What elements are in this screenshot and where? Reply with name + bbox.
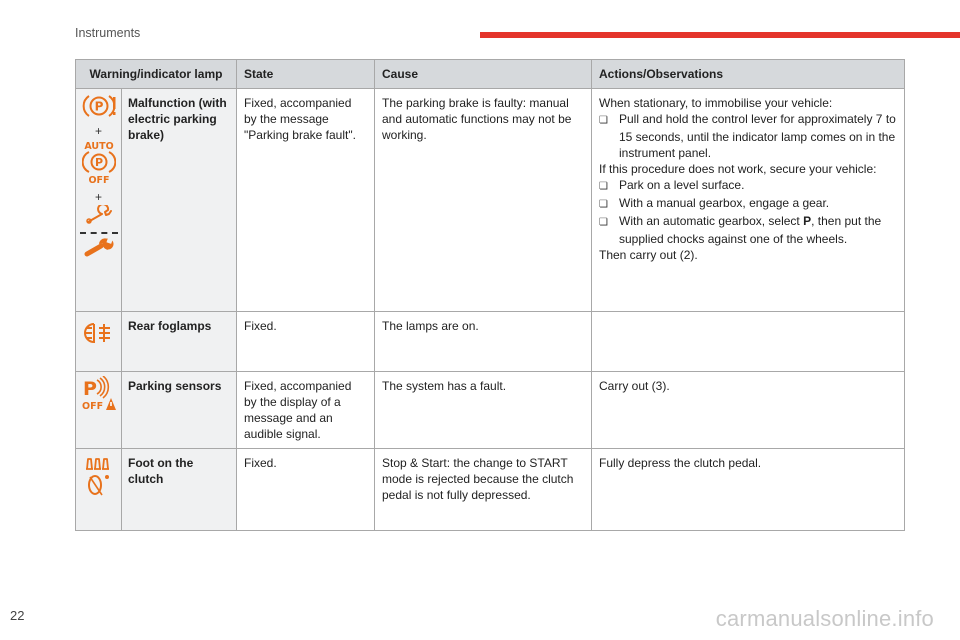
- lamp-state: Fixed.: [237, 449, 375, 531]
- svg-text:P: P: [94, 99, 103, 114]
- lamp-name: Foot on the clutch: [122, 449, 237, 531]
- lamp-state: Fixed, accompanied by the display of a message and an audible signal.: [237, 372, 375, 449]
- warning-lamp-table: [75, 59, 905, 531]
- svg-text:OFF: OFF: [87, 175, 110, 185]
- table-header-row: [76, 60, 905, 89]
- action-text: If this procedure does not work, secure your vehicle:: [599, 162, 877, 176]
- bullet-icon: ❏: [599, 181, 608, 192]
- action-text: When stationary, to immobilise your vehicle:: [599, 96, 833, 110]
- lamp-actions: [592, 89, 905, 312]
- lamp-cause: The parking brake is faulty: manual and automatic functions may not be working.: [375, 89, 592, 312]
- lamp-actions: [592, 312, 905, 372]
- lamp-cause: The system has a fault.: [375, 372, 592, 449]
- action-bullet: ❏ Pull and hold the control lever for approximately 7 to 15 seconds, until the indicator lamp comes on in the instrument panel.: [599, 112, 896, 160]
- column-header-state: State: [237, 60, 375, 89]
- table-row: [76, 89, 905, 312]
- lamp-name: Parking sensors: [122, 372, 237, 449]
- column-header-lamp: Warning/indicator lamp: [76, 60, 237, 89]
- section-title: Instruments: [75, 26, 141, 40]
- svg-text:AUTO: AUTO: [83, 141, 114, 152]
- bullet-icon: ❏: [599, 199, 608, 210]
- lamp-icon-cell: [76, 312, 122, 372]
- svg-text:OFF: OFF: [81, 401, 103, 412]
- icon-dashed-divider: [80, 232, 118, 234]
- icon-plus-separator: +: [94, 190, 102, 204]
- lamp-state: Fixed.: [237, 312, 375, 372]
- action-bullet: ❏ Park on a level surface.: [599, 177, 897, 195]
- parking-sensors-off-icon: [80, 376, 118, 416]
- action-bullet: ❏ With an automatic gearbox, select P, then put the supplied chocks against one of the wheels.: [599, 214, 882, 246]
- table-row: [76, 372, 905, 449]
- lamp-cause: Stop & Start: the change to START mode is rejected because the clutch pedal is not fully depressed.: [375, 449, 592, 531]
- parking-brake-warning-icon: [82, 93, 116, 123]
- lamp-icon-cell: [76, 449, 122, 531]
- watermark: carmanualsonline.info: [715, 606, 934, 631]
- table-row: [76, 449, 905, 531]
- action-bullet: ❏ With a manual gearbox, engage a gear.: [599, 195, 897, 213]
- action-text: Then carry out (2).: [599, 248, 698, 262]
- lamp-icon-cell: [76, 89, 122, 312]
- bullet-icon: ❏: [599, 217, 608, 228]
- icon-plus-separator: +: [94, 124, 102, 138]
- wrench-icon: [82, 205, 116, 229]
- page-number: 22: [10, 608, 25, 623]
- lamp-state: Fixed, accompanied by the message "Parking brake fault".: [237, 89, 375, 312]
- column-header-cause: Cause: [375, 60, 592, 89]
- lamp-actions: Fully depress the clutch pedal.: [592, 449, 905, 531]
- svg-text:P: P: [82, 378, 97, 400]
- lamp-icon-cell: [76, 372, 122, 449]
- rear-foglamp-icon: [82, 320, 116, 350]
- bullet-icon: ❏: [599, 115, 608, 126]
- lamp-cause: The lamps are on.: [375, 312, 592, 372]
- section-accent-bar: [480, 32, 960, 38]
- column-header-actions: Actions/Observations: [592, 60, 905, 89]
- lamp-actions: Carry out (3).: [592, 372, 905, 449]
- svg-text:P: P: [94, 156, 103, 169]
- foot-on-clutch-icon: [82, 455, 116, 501]
- lamp-name: Malfunction (with electric parking brake): [122, 89, 237, 312]
- auto-p-off-icon: [82, 139, 116, 189]
- lamp-name: Rear foglamps: [122, 312, 237, 372]
- table-row: [76, 312, 905, 372]
- service-wrench-icon: [82, 236, 116, 262]
